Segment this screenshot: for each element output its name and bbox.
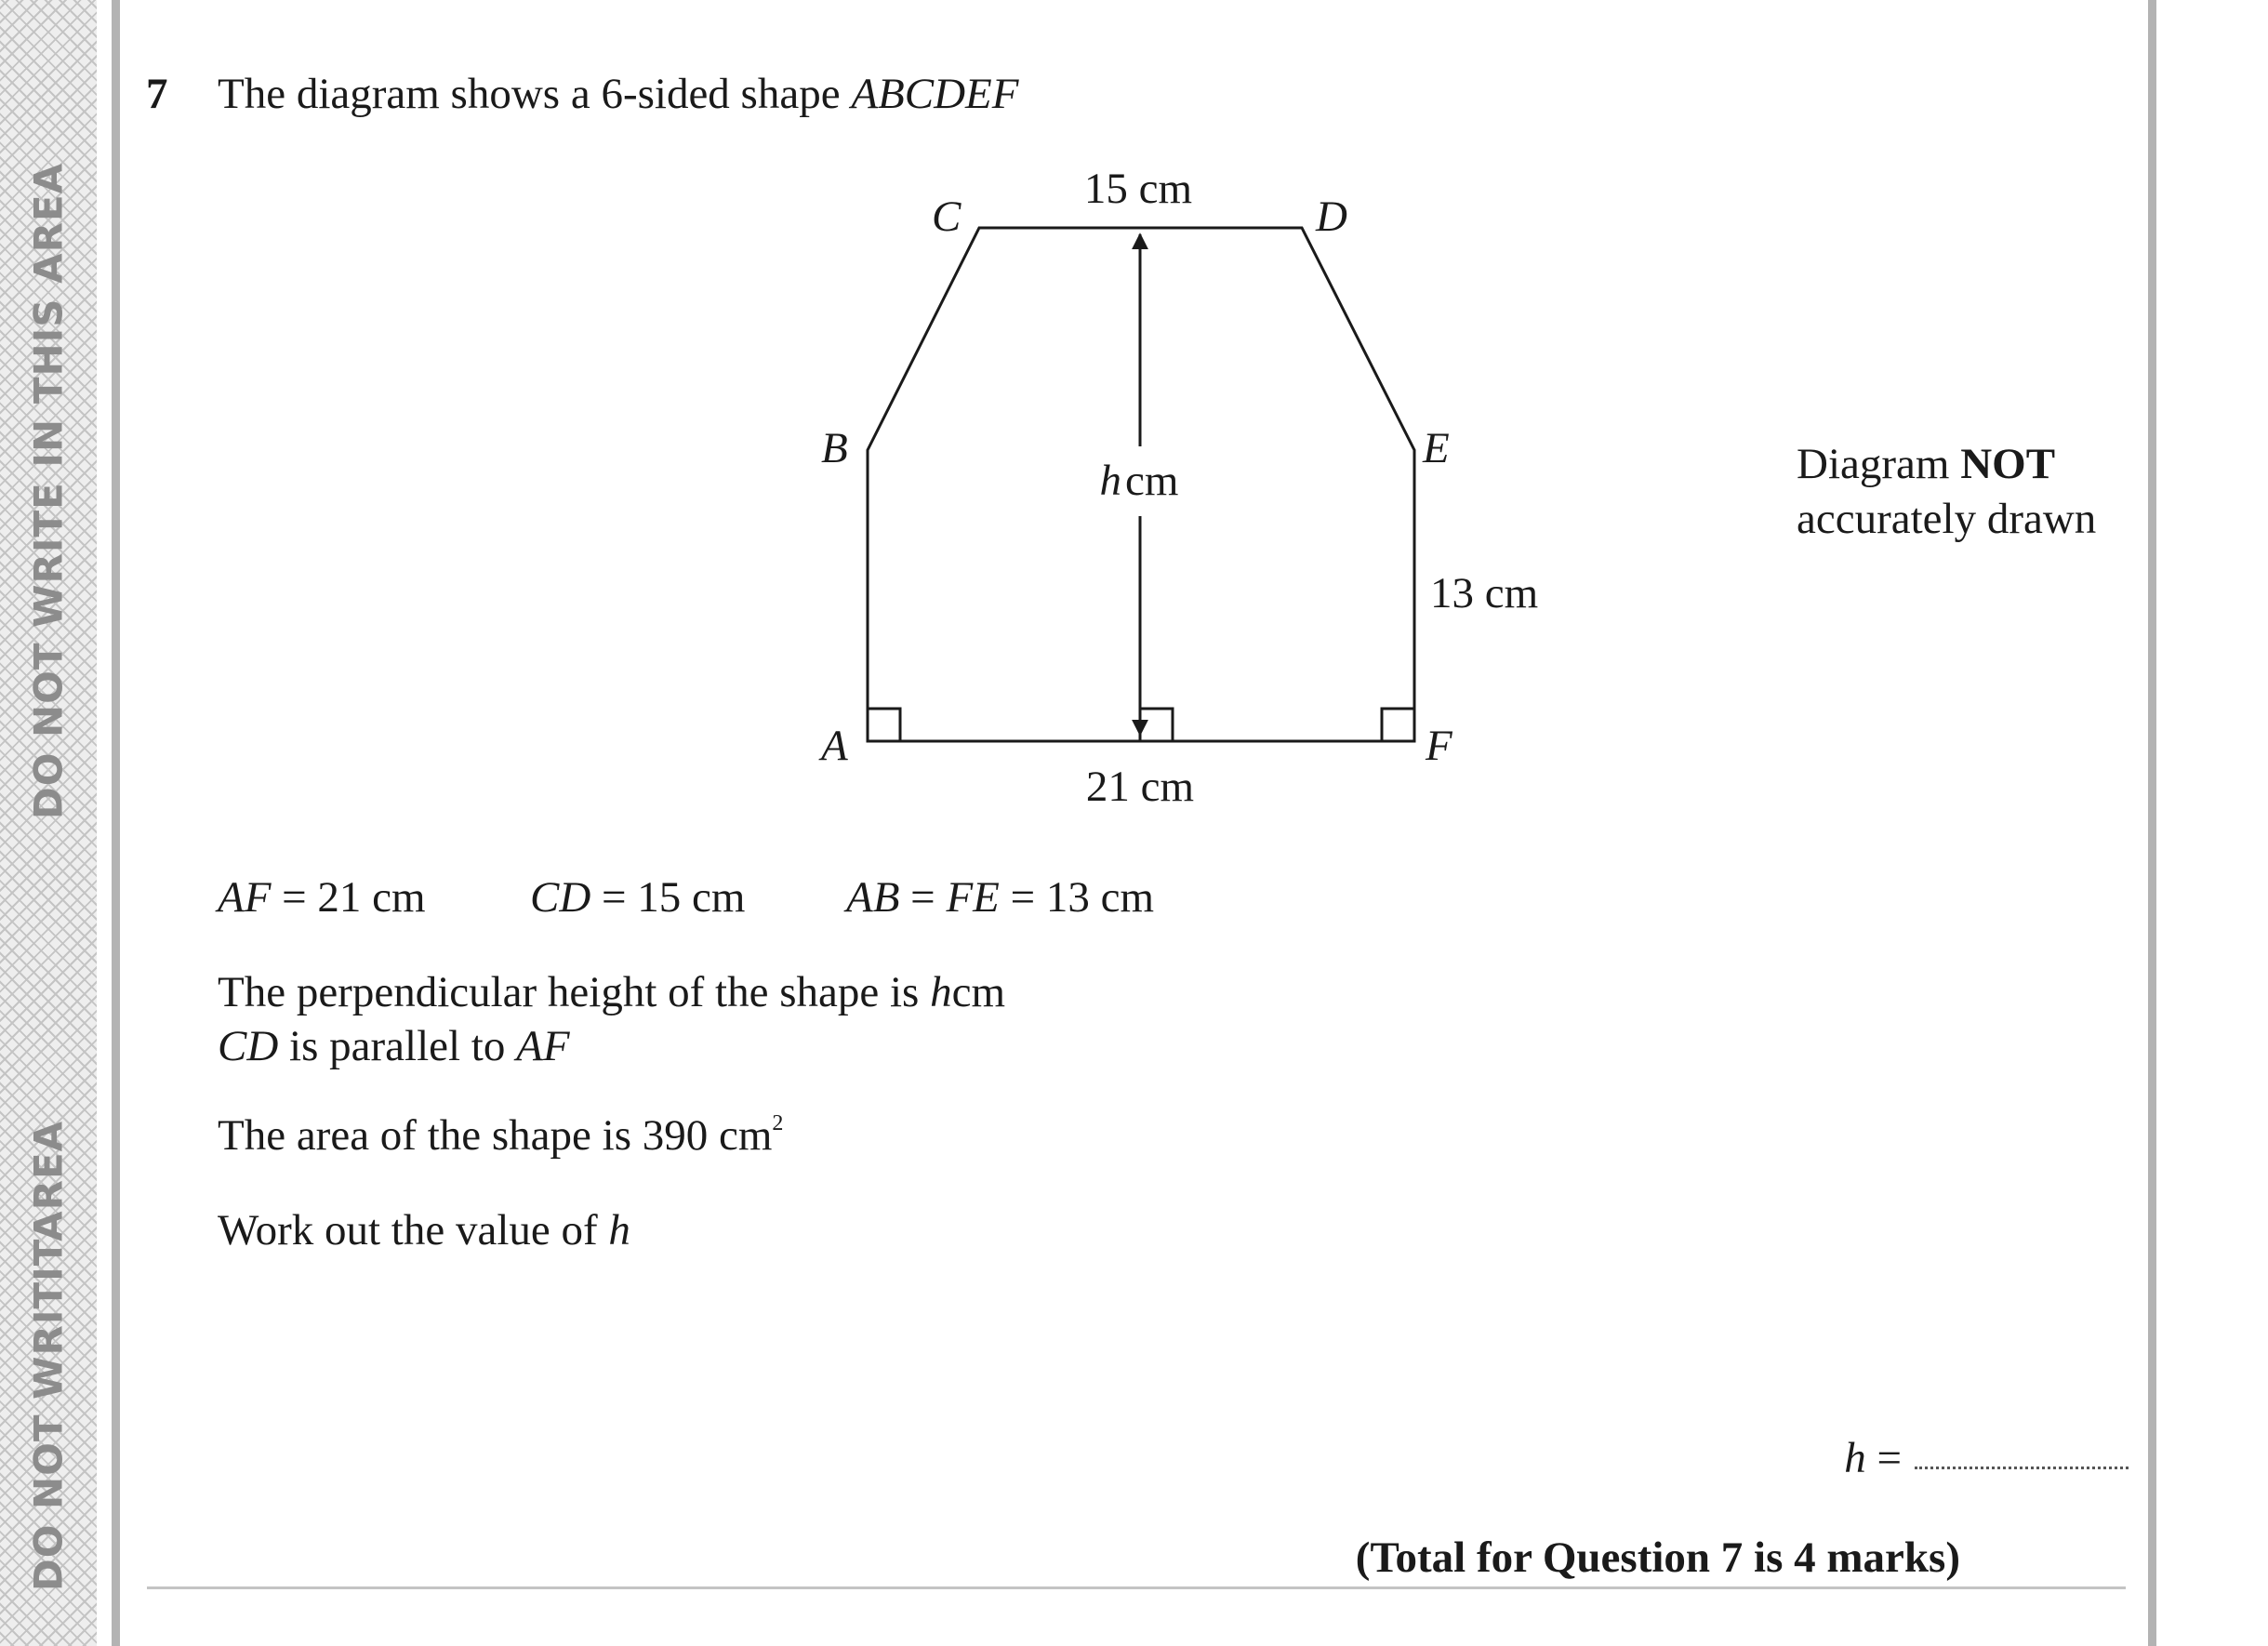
vertex-label-c: C	[932, 192, 962, 241]
vertex-label-f: F	[1426, 722, 1452, 770]
answer-line[interactable]: h =	[1844, 1437, 2129, 1480]
given-cd: CD = 15 cm	[530, 873, 746, 922]
vertex-label-d: D	[1316, 192, 1347, 241]
parallel-statement: CD is parallel to AF	[218, 1022, 570, 1070]
height-statement: The perpendicular height of the shape is hcm	[218, 968, 1006, 1016]
question-intro: The diagram shows a 6-sided shape ABCDEF	[218, 70, 1019, 118]
total-marks: (Total for Question 7 is 4 marks)	[1355, 1533, 1960, 1582]
margin-warning-lower: DO NOT WRITITAREA	[25, 1120, 72, 1592]
bottom-divider	[147, 1586, 2126, 1589]
vertex-label-b: B	[821, 424, 848, 472]
height-label: hcm	[1099, 457, 1179, 505]
margin-warning-upper: DO NOT WRITE IN THIS AREA	[25, 162, 72, 820]
right-angle-marker-foot	[1140, 709, 1173, 741]
work-instruction: Work out the value of h	[218, 1206, 630, 1254]
answer-dotted-line[interactable]	[1915, 1467, 2129, 1469]
given-af: AF = 21 cm	[218, 873, 426, 922]
vertex-label-e: E	[1423, 424, 1450, 472]
shape-name: ABCDEF	[851, 70, 1019, 118]
area-statement: The area of the shape is 390 $cm^2$	[218, 1111, 784, 1160]
right-length-label: 13 cm	[1430, 569, 1539, 617]
vertex-label-a: A	[821, 722, 848, 770]
diagram-note: Diagram NOT accurately drawn	[1797, 440, 2097, 543]
right-angle-marker-a	[868, 709, 900, 741]
question-number: 7	[146, 70, 168, 118]
right-angle-marker-f	[1382, 709, 1414, 741]
bottom-length-label: 21 cm	[1085, 763, 1195, 811]
given-ab-fe: AB = FE = 13 cm	[846, 873, 1155, 922]
top-length-label: 15 cm	[1083, 165, 1193, 213]
